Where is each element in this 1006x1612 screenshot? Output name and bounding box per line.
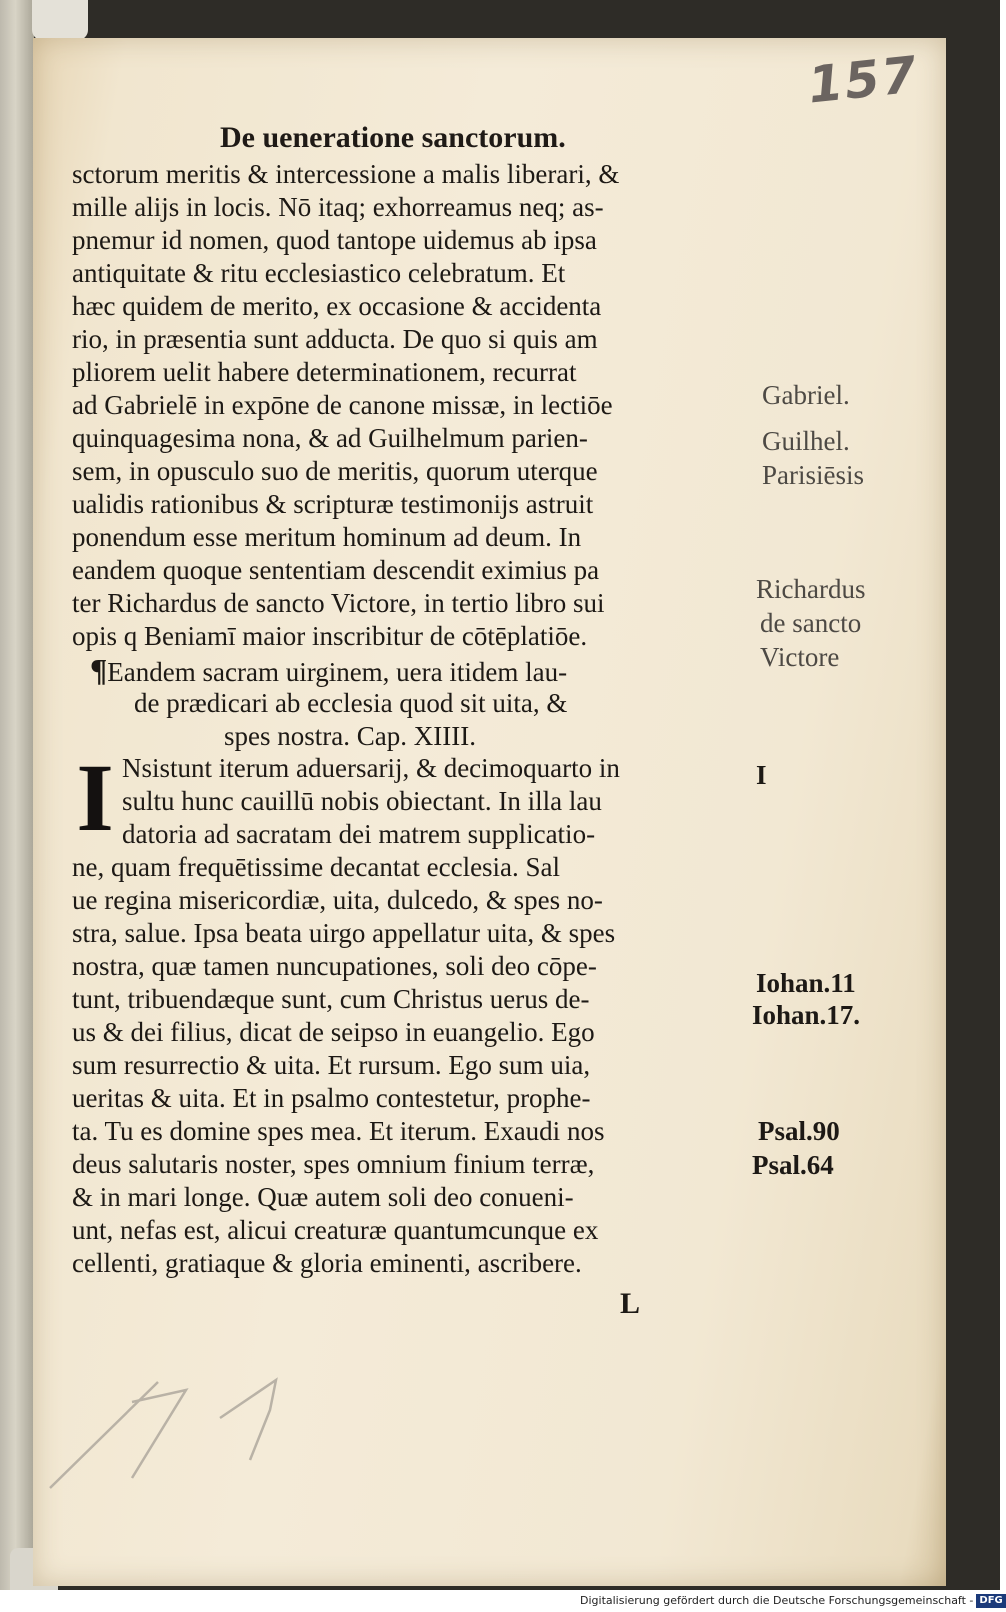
margin-note-victore: Victore bbox=[760, 642, 840, 672]
text-line: ne, quam frequētissime decantat ecclesia. Sal bbox=[72, 852, 561, 882]
text-line: quinquagesima nona, & ad Guilhelmum parien- bbox=[72, 423, 588, 453]
text-line: sctorum meritis & intercessione a malis liberari, & bbox=[72, 159, 620, 189]
text-line: us & dei filius, dicat de seipso in euangelio. Ego bbox=[72, 1017, 595, 1047]
text-line: ad Gabrielē in expōne de canone missæ, in lectiōe bbox=[72, 390, 613, 420]
text-line: nostra, quæ tamen nuncupationes, soli deo cōpe- bbox=[72, 951, 597, 981]
margin-note-richardus: Richardus bbox=[756, 574, 866, 604]
margin-note-iohan-17: Iohan.17. bbox=[752, 1000, 861, 1030]
margin-note-guilhel: Guilhel. bbox=[762, 426, 850, 456]
text-line: stra, salue. Ipsa beata uirgo appellatur uita, & spes bbox=[72, 918, 616, 948]
text-line: sem, in opusculo suo de meritis, quorum uterque bbox=[72, 456, 598, 486]
text-line: pliorem uelit habere determinationem, recurrat bbox=[72, 357, 577, 387]
pencil-marks bbox=[40, 1370, 300, 1500]
margin-note-psal-64: Psal.64 bbox=[752, 1150, 834, 1180]
pencil-stroke bbox=[50, 1382, 158, 1488]
footer-text: Digitalisierung gefördert durch die Deutsche Forschungsgemeinschaft - bbox=[580, 1594, 974, 1607]
pencil-stroke bbox=[220, 1380, 276, 1460]
chapter-heading-line: de prædicari ab ecclesia quod sit uita, & bbox=[134, 688, 568, 718]
text-line: eandem quoque sententiam descendit eximius pa bbox=[72, 555, 600, 585]
text-line: sum resurrectio & uita. Et rursum. Ego sum uia, bbox=[72, 1050, 591, 1080]
margin-note-parisiensis: Parisiēsis bbox=[762, 460, 865, 490]
footer-credit bbox=[580, 1590, 1003, 1612]
decorated-initial: I bbox=[76, 744, 114, 851]
catchword: L bbox=[620, 1287, 641, 1320]
pilcrow-mark: ¶ bbox=[90, 652, 108, 688]
text-line: ualidis rationibus & scripturæ testimonijs astruit bbox=[72, 489, 594, 519]
text-line: hæc quidem de merito, ex occasione & accidenta bbox=[72, 291, 602, 321]
chapter-heading-line bbox=[72, 654, 732, 687]
body-text bbox=[72, 158, 752, 653]
pencil-stroke bbox=[132, 1390, 186, 1478]
text-line: mille alijs in locis. Nō itaq; exhorreamus neq; as- bbox=[72, 192, 604, 222]
text-line: ponendum esse meritum hominum ad deum. In bbox=[72, 522, 582, 552]
text-line: pnemur id nomen, quod tantope uidemus ab ipsa bbox=[72, 225, 597, 255]
folio-number: 157 bbox=[805, 45, 922, 115]
text-line: ter Richardus de sancto Victore, in tertio libro sui bbox=[72, 588, 605, 618]
margin-note-iohan-11: Iohan.11 bbox=[756, 968, 856, 998]
text-line: antiquitate & ritu ecclesiastico celebratum. Et bbox=[72, 258, 566, 288]
text-line: sultu hunc cauillū nobis obiectant. In illa lau bbox=[122, 786, 602, 816]
text-line: cellenti, gratiaque & gloria eminenti, ascribere. bbox=[72, 1248, 582, 1278]
text-line: ue regina misericordiæ, uita, dulcedo, & spes no- bbox=[72, 885, 603, 915]
margin-note-chapter-letter: I bbox=[756, 760, 767, 790]
book-spine bbox=[0, 0, 34, 1590]
text-line: rio, in præsentia sunt adducta. De quo si quis am bbox=[72, 324, 598, 354]
chapter-heading-line: spes nostra. Cap. XIIII. bbox=[224, 721, 476, 751]
chapter-body bbox=[72, 744, 752, 1280]
chapter-heading bbox=[72, 654, 732, 753]
text-line: deus salutaris noster, spes omnium finium terræ, bbox=[72, 1149, 595, 1179]
text-line: unt, nefas est, alicui creaturæ quantumcunque ex bbox=[72, 1215, 599, 1245]
text-line: opis q Beniamī maior inscribitur de cōtēplatiōe. bbox=[72, 621, 588, 651]
text-line: ueritas & uita. Et in psalmo contestetur, prophe- bbox=[72, 1083, 591, 1113]
text-line: Nsistunt iterum aduersarij, & decimoquarto in bbox=[122, 753, 620, 783]
page-clip-top bbox=[32, 0, 88, 40]
running-head: De ueneratione sanctorum. bbox=[220, 121, 566, 154]
margin-note-de-sancto: de sancto bbox=[760, 608, 862, 638]
text-line: datoria ad sacratam dei matrem supplicatio- bbox=[122, 819, 596, 849]
dfg-logo: DFG bbox=[976, 1594, 1005, 1608]
text-line: ta. Tu es domine spes mea. Et iterum. Exaudi nos bbox=[72, 1116, 605, 1146]
chapter-heading-text: Eandem sacram uirginem, uera itidem lau- bbox=[107, 657, 568, 687]
text-line: tunt, tribuendæque sunt, cum Christus uerus de- bbox=[72, 984, 590, 1014]
margin-note-gabriel: Gabriel. bbox=[762, 380, 850, 410]
text-line: & in mari longe. Quæ autem soli deo conueni- bbox=[72, 1182, 574, 1212]
margin-note-psal-90: Psal.90 bbox=[758, 1116, 840, 1146]
